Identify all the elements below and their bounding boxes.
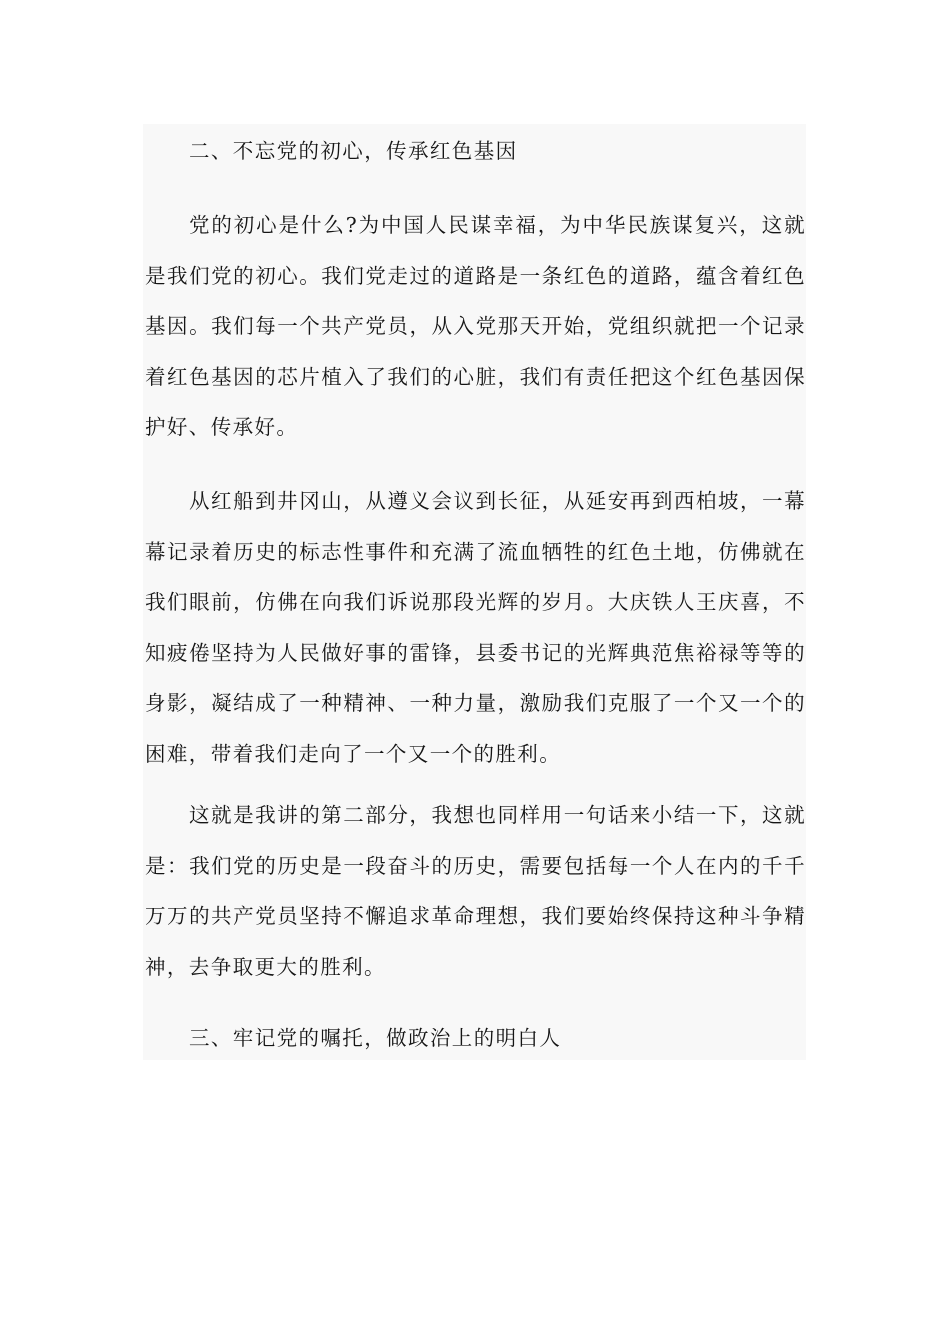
section-heading-three: 三、牢记党的嘱托，做政治上的明白人: [189, 1026, 562, 1050]
section-heading-two: 二、不忘党的初心，传承红色基因: [189, 139, 518, 163]
paragraph-red-history: 从红船到井冈山，从遵义会议到长征，从延安再到西柏坡，一幕幕记录着历史的标志性事件和充满了流血牺牲的红色土地，仿佛就在我们眼前，仿佛在向我们诉说那段光辉的岁月。大庆铁人王庆喜，不知疲倦坚持为人民做好事的雷锋，县委书记的光辉典范焦裕禄等等的身影，凝结成了一种精神、一种力量，激励我们克服了一个又一个的困难，带着我们走向了一个又一个的胜利。: [145, 489, 806, 766]
paragraph-party-original-aspiration: 党的初心是什么?为中国人民谋幸福，为中华民族谋复兴，这就是我们党的初心。我们党走过的道路是一条红色的道路，蕴含着红色基因。我们每一个共产党员，从入党那天开始，党组织就把一个记录着红色基因的芯片植入了我们的心脏，我们有责任把这个红色基因保护好、传承好。: [145, 213, 806, 439]
document-text-block: [143, 124, 806, 1060]
paragraph-part-two-summary: 这就是我讲的第二部分，我想也同样用一句话来小结一下，这就是：我们党的历史是一段奋斗的历史，需要包括每一个人在内的千千万万的共产党员坚持不懈追求革命理想，我们要始终保持这种斗争精神，去争取更大的胜利。: [145, 803, 806, 979]
